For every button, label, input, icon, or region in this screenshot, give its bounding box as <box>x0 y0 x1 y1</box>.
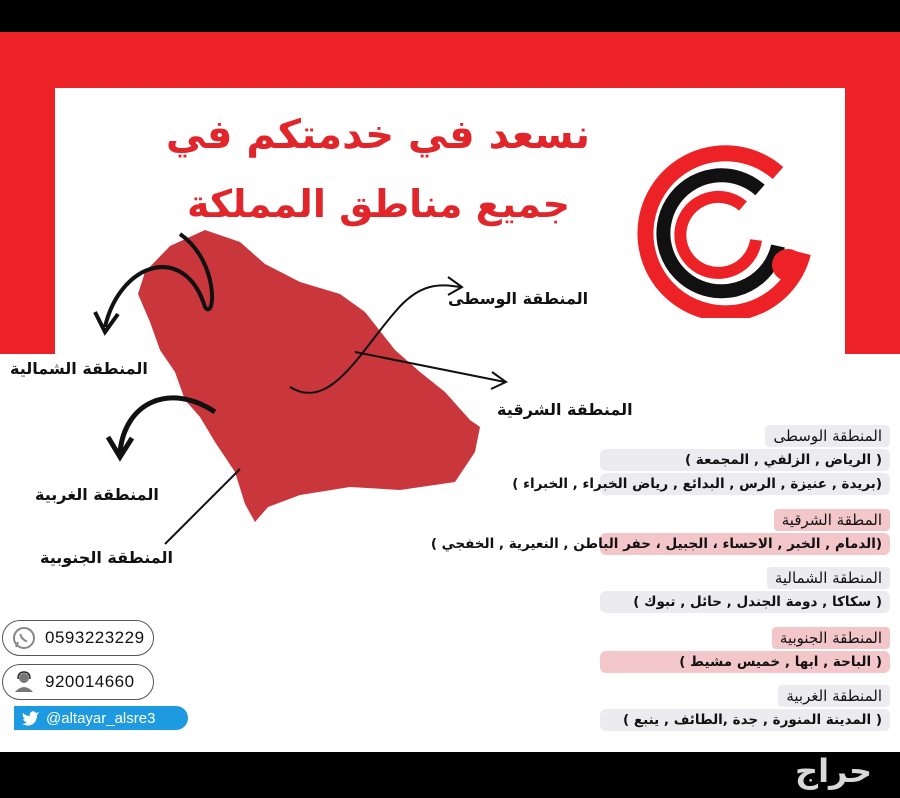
phone-contact[interactable] <box>2 664 154 700</box>
phone-number: 920014660 <box>45 672 135 691</box>
whatsapp-contact[interactable] <box>2 620 154 656</box>
headline-line2: جميع مناطق المملكة <box>186 182 570 226</box>
label-western: المنطقة الغربية <box>35 485 159 504</box>
label-northern: المنطقة الشمالية <box>10 359 148 378</box>
label-southern: المنطقة الجنوبية <box>40 548 173 567</box>
brand-watermark: حراج <box>795 752 872 790</box>
region-cities: ( سكاكا , دومة الجندل , حائل , تبوك ) <box>600 591 890 613</box>
region-northern <box>600 567 890 613</box>
poster <box>0 32 900 752</box>
region-southern <box>600 627 890 673</box>
label-eastern: المنطقة الشرقية <box>497 400 633 419</box>
whatsapp-number: 0593223229 <box>45 628 145 647</box>
region-title: المنطقة الجنوبية <box>772 627 890 649</box>
whatsapp-icon <box>11 625 37 651</box>
support-agent-icon <box>11 669 37 695</box>
region-title: المنطقة الشمالية <box>767 567 890 589</box>
region-title: المنطقة الغربية <box>778 685 890 707</box>
region-title: المطقة الشرقية <box>774 509 890 531</box>
region-cities: ( الباحة , ابها , خميس مشيط ) <box>600 651 890 673</box>
region-cities: ( الرياض , الزلفي , المجمعة ) <box>600 449 890 471</box>
headline-line1: نسعد في خدمتكم في <box>165 112 590 158</box>
twitter-contact[interactable] <box>14 706 188 730</box>
region-title: المنطقة الوسطى <box>765 425 890 447</box>
region-cities: (بريدة , عنيزة , الرس , البدائع , رياض الخبراء , الخبراء ) <box>600 473 890 495</box>
region-cities: ( المدينة المنورة , جدة ,الطائف , ينبع ) <box>600 709 890 731</box>
footer-bar <box>0 752 900 798</box>
twitter-bird-icon <box>22 710 40 726</box>
twitter-handle: @altayar_alsre3 <box>46 709 156 727</box>
saudi-map-shape <box>138 230 480 522</box>
label-central: المنطقة الوسطى <box>448 289 589 308</box>
region-western <box>600 685 890 731</box>
region-central <box>512 425 890 495</box>
region-cities: (الدمام , الخبر , الاحساء ، الجبيل ، حفر الباطن , النعيرية , الخفجي ) <box>600 533 890 555</box>
region-eastern <box>430 509 890 555</box>
